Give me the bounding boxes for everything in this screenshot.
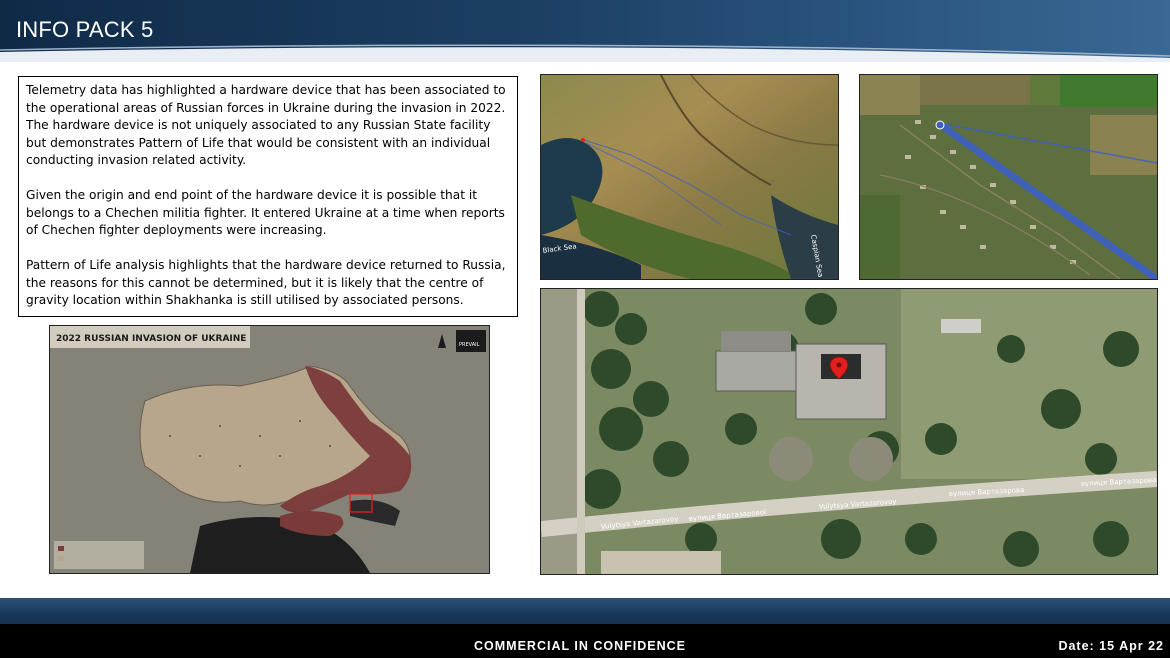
summary-paragraph-3: Pattern of Life analysis highlights that the hardware device returned to Russia, the reasons for this cannot be determined, but it is likely that the centre of gravity location within Shakhanka is still utilised by associated persons. <box>26 258 506 307</box>
street-label-4: вулиця Вартазарова <box>948 486 1025 498</box>
street-label-3: Vulytsya Vartazarovoy <box>818 497 897 511</box>
village-satellite-image <box>859 74 1158 280</box>
invasion-map-image <box>49 325 490 574</box>
caspian-sea-label: Caspian Sea <box>809 233 825 278</box>
title-bar <box>0 0 1170 62</box>
summary-paragraph-1: Telemetry data has highlighted a hardware device that has been associated to the operational areas of Russian forces in Ukraine during the invasion in 2022. The hardware device is not uniquely associated to any Russian State facility but demonstrates Pattern of Life that would be consistent with an individual conducting invasion related activity. <box>26 83 506 167</box>
street-label-5: вулиця Вартазарова <box>1080 476 1157 488</box>
page-title: INFO PACK 5 <box>16 17 154 42</box>
map-title: 2022 RUSSIAN INVASION OF UKRAINE <box>56 334 247 344</box>
building-satellite-image <box>540 288 1158 575</box>
black-sea-label: Black Sea <box>542 242 578 255</box>
summary-textbox <box>18 76 518 317</box>
header-swoosh <box>0 0 1170 62</box>
footer-bar <box>0 624 1170 658</box>
terrain-satellite-image <box>540 74 839 280</box>
date-label: Date: 15 Apr 22 <box>1058 639 1164 653</box>
footer-band <box>0 598 1170 624</box>
street-label-2: вулиця Вартазарової <box>688 508 767 523</box>
street-label-1: Vulytsya Vartazarovoy <box>600 514 679 531</box>
classification-label: COMMERCIAL IN CONFIDENCE <box>474 639 686 653</box>
map-legend <box>54 541 144 569</box>
map-logo: PREVAIL <box>459 342 480 348</box>
summary-paragraph-2: Given the origin and end point of the hardware device it is possible that it belongs to a Chechen militia fighter. It entered Ukraine at a time when reports of Chechen fighter deployments were increasing. <box>26 188 505 237</box>
